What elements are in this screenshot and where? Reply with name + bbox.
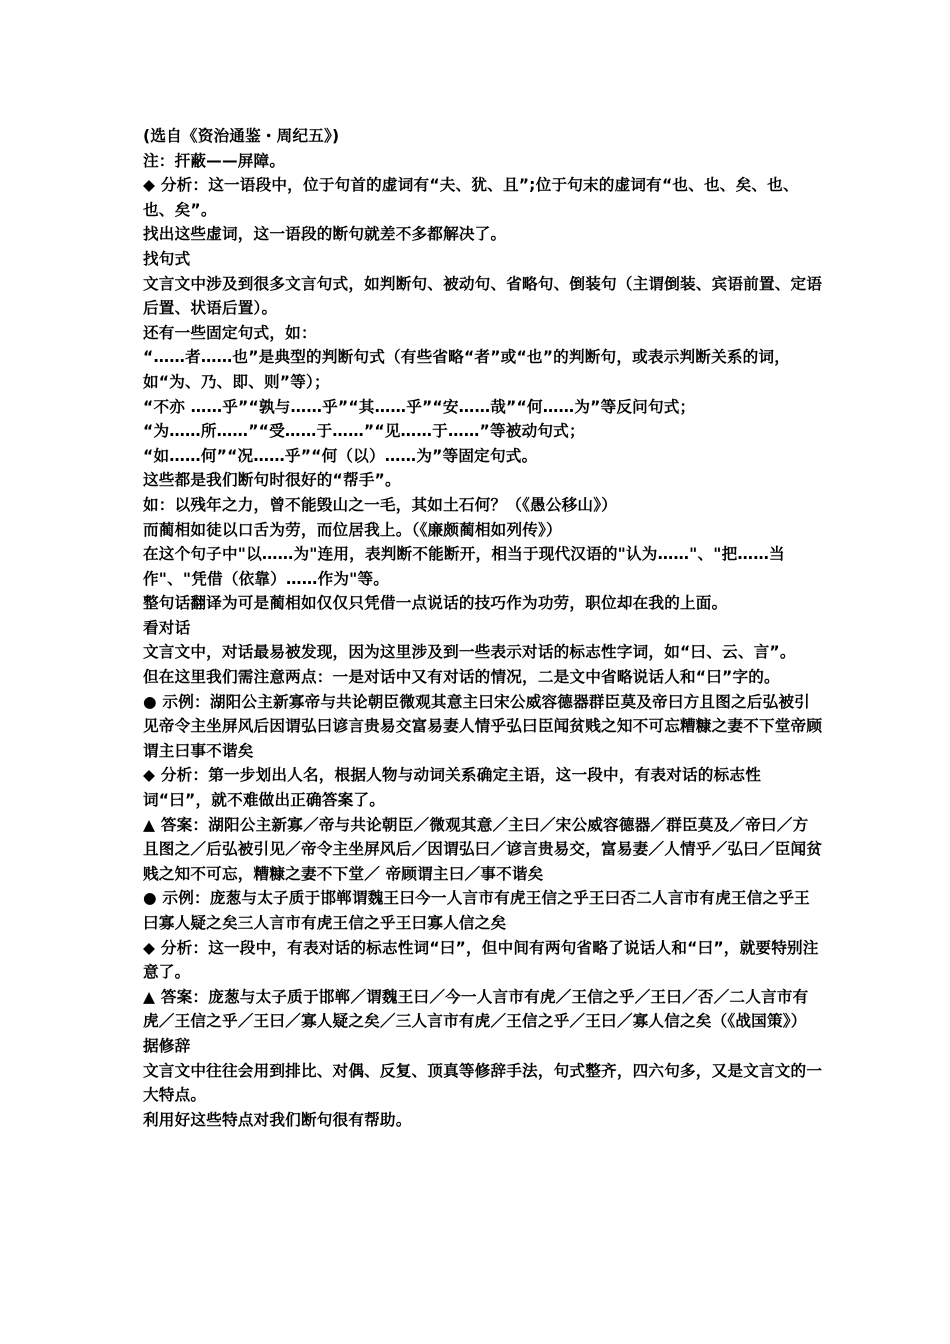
body-paragraph: 但在这里我们需注意两点：一是对话中又有对话的情况，二是文中省略说话人和“曰”字的。 — [143, 668, 780, 687]
example-paragraph: ● 示例：庞葱与太子质于邯郸谓魏王曰今一人言市有虎王信之乎王曰否二人言市有虎王信之乎王曰寡人疑之矣三人言市有虎王信之乎王曰寡人信之矣 — [143, 889, 810, 932]
analysis-paragraph: ◆ 分析：这一语段中，位于句首的虚词有“夫、犹、且”;位于句末的虚词有“也、也、矣、也、也、矣”。 — [143, 176, 799, 219]
body-paragraph: 这些都是我们断句时很好的“帮手”。 — [143, 471, 401, 490]
body-paragraph: “为……所……”“受……于……”“见……于……”等被动句式； — [143, 422, 585, 441]
body-paragraph: 在这个句子中"以……为"连用，表判断不能断开，相当于现代汉语的"认为……"、"把……当作"、"凭借（依靠）……作为"等。 — [143, 545, 785, 588]
example-paragraph: ● 示例：湖阳公主新寡帝与共论朝臣微观其意主曰宋公威容德器群臣莫及帝曰方且图之后弘被引见帝令主坐屏风后因谓弘曰谚言贵易交富易妻人情乎弘曰臣闻贫贱之知不可忘糟糠之妻不下堂帝顾谓主曰事不谐矣 — [143, 692, 823, 760]
body-paragraph: “如……何”“况……乎”“何（以）……为”等固定句式。 — [143, 446, 538, 465]
body-paragraph: 找出这些虚词，这一语段的断句就差不多都解决了。 — [143, 225, 507, 244]
body-paragraph: 整句话翻译为可是蔺相如仅仅只凭借一点说话的技巧作为功劳，职位却在我的上面。 — [143, 594, 728, 613]
body-paragraph: “……者……也”是典型的判断句式（有些省略“者”或“也”的判断句，或表示判断关系的词，如“为、乃、即、则”等）； — [143, 348, 791, 391]
example-sentence: 如：以残年之力，曾不能毁山之一毛，其如土石何？（《愚公移山》） — [143, 495, 618, 514]
section-heading-sentence-patterns: 找句式 — [143, 249, 191, 268]
body-paragraph: 利用好这些特点对我们断句很有帮助。 — [143, 1110, 412, 1129]
body-paragraph: 文言文中，对话最易被发现，因为这里涉及到一些表示对话的标志性字词，如“曰、云、言”。 — [143, 643, 796, 662]
body-paragraph: 文言文中涉及到很多文言句式，如判断句、被动句、省略句、倒装句（主谓倒装、宾语前置、定语后置、状语后置）。 — [143, 274, 823, 318]
section-heading-dialogue: 看对话 — [143, 618, 191, 637]
body-paragraph: 文言文中往往会用到排比、对偶、反复、顶真等修辞手法，句式整齐，四六句多，又是文言文的一大特点。 — [143, 1061, 823, 1105]
body-paragraph: “不亦 ……乎”“孰与……乎”“其……乎”“安……哉”“何……为”等反问句式； — [143, 397, 696, 416]
source-citation: (选自《资治通鉴・周纪五》) — [143, 127, 340, 145]
annotation-note: 注：扞蔽——屏障。 — [143, 151, 286, 170]
example-sentence: 而蔺相如徒以口舌为劳，而位居我上。（《廉颇蔺相如列传》） — [143, 520, 562, 539]
answer-paragraph: ▲ 答案：湖阳公主新寡／帝与共论朝臣／微观其意／主曰／宋公威容德器／群臣莫及／帝曰／方且图之／后弘被引见／帝令主坐屏风后／因谓弘曰／谚言贵易交，富易妻／人情乎／弘曰／臣闻贫贱之知不可忘，糟糠之妻不下堂／ 帝顾谓主曰／事不谐矣 — [143, 815, 823, 883]
answer-paragraph: ▲ 答案：庞葱与太子质于邯郸／谓魏王曰／今一人言市有虎／王信之乎／王曰／否／二人言市有虎／王信之乎／王曰／寡人疑之矣／三人言市有虎／王信之乎／王曰／寡人信之矣（《战国策》） — [143, 987, 809, 1031]
section-heading-rhetoric: 据修辞 — [143, 1036, 191, 1055]
document-body — [143, 124, 823, 1132]
analysis-paragraph: ◆ 分析：第一步划出人名，根据人物与动词关系确定主语，这一段中，有表对话的标志性词“曰”，就不难做出正确答案了。 — [143, 766, 761, 810]
analysis-paragraph: ◆ 分析：这一段中，有表对话的标志性词“曰”，但中间有两句省略了说话人和“曰”，就要特别注意了。 — [143, 938, 819, 982]
body-paragraph: 还有一些固定句式，如： — [143, 323, 317, 342]
